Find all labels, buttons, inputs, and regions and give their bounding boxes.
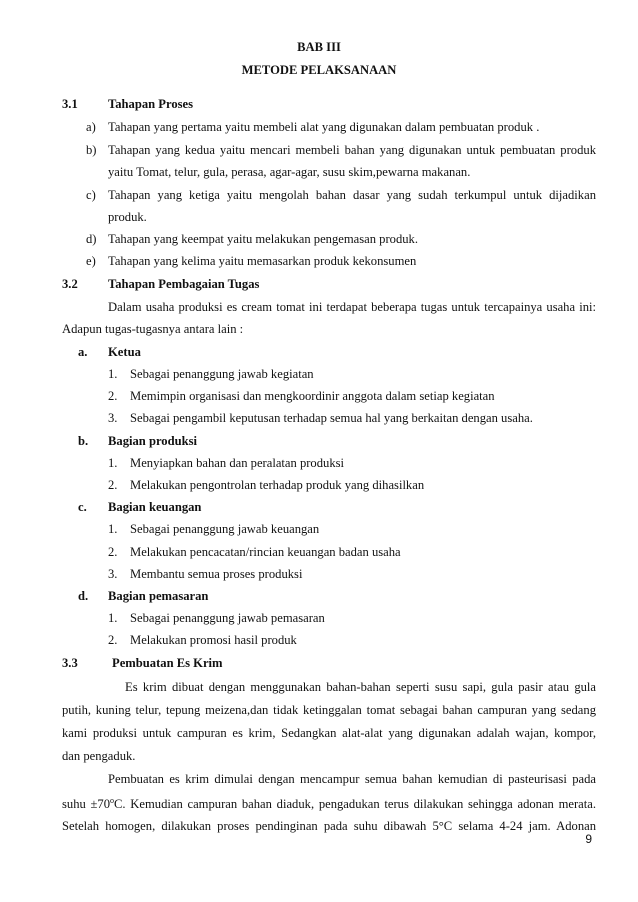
paragraph: Adapun tugas-tugasnya antara lain : bbox=[62, 322, 244, 336]
section-3-2-number: 3.2 bbox=[62, 277, 78, 291]
paragraph: Dalam usaha produksi es cream tomat ini terdapat beberapa tugas untuk tercapainya usaha ini: bbox=[108, 300, 596, 314]
duty-number: 3. bbox=[108, 411, 118, 425]
section-3-3-title: Pembuatan Es Krim bbox=[112, 656, 223, 670]
degree-superscript: o bbox=[110, 796, 115, 805]
chapter-title: METODE PELAKSANAAN bbox=[241, 63, 397, 77]
duty-item: Memimpin organisasi dan mengkoordinir anggota dalam setiap kegiatan bbox=[130, 389, 495, 403]
section-3-1-title: Tahapan Proses bbox=[108, 97, 194, 111]
duty-number: 1. bbox=[108, 522, 118, 536]
list-marker: c) bbox=[86, 188, 96, 202]
chapter-heading: BAB III bbox=[297, 40, 341, 54]
section-3-2-title: Tahapan Pembagaian Tugas bbox=[108, 277, 260, 291]
paragraph-line: Setelah homogen, dilakukan proses pendinginan pada suhu dibawah 5°C selama 4-24 jam. Adonan bbox=[62, 819, 596, 833]
list-item: Tahapan yang keempat yaitu melakukan pengemasan produk. bbox=[108, 232, 419, 246]
paragraph-line: dan pengaduk. bbox=[62, 749, 136, 763]
duty-number: 3. bbox=[108, 567, 118, 581]
list-item: Tahapan yang kedua yaitu mencari membeli bahan yang digunakan untuk pembuatan produk bbox=[108, 143, 596, 157]
section-3-1-number: 3.1 bbox=[62, 97, 78, 111]
duty-number: 1. bbox=[108, 456, 118, 470]
list-marker: e) bbox=[86, 254, 96, 268]
paragraph-line: Es krim dibuat dengan menggunakan bahan-bahan seperti susu sapi, gula pasir atau gula bbox=[125, 680, 596, 694]
temperature-rest: C. Kemudian campuran bahan diaduk, pengadukan terus dilakukan sehingga adonan merata. bbox=[114, 797, 596, 812]
role-name: Bagian pemasaran bbox=[108, 589, 209, 603]
role-marker: d. bbox=[78, 589, 89, 603]
list-marker: d) bbox=[86, 232, 97, 246]
duty-item: Melakukan pengontrolan terhadap produk yang dihasilkan bbox=[130, 478, 425, 492]
role-name: Bagian produksi bbox=[108, 434, 198, 448]
duty-item: Sebagai penanggung jawab pemasaran bbox=[130, 611, 325, 625]
duty-item: Sebagai penanggung jawab kegiatan bbox=[130, 367, 314, 381]
duty-number: 2. bbox=[108, 545, 118, 559]
paragraph-line: putih, kuning telur, tepung meizena,dan tidak ketinggalan tomat sebagai bahan campuran yang sedang bbox=[62, 703, 596, 717]
duty-item: Membantu semua proses produksi bbox=[130, 567, 303, 581]
paragraph-line: kami produksi untuk campuran es krim, Sedangkan alat-alat yang digunakan adalah wajan, kompor, bbox=[62, 726, 596, 740]
role-marker: a. bbox=[78, 345, 88, 359]
duty-item: Melakukan pencacatan/rincian keuangan badan usaha bbox=[130, 545, 401, 559]
duty-item: Sebagai penanggung jawab keuangan bbox=[130, 522, 320, 536]
list-item: Tahapan yang pertama yaitu membeli alat yang digunakan dalam pembuatan produk . bbox=[108, 120, 540, 134]
duty-item: Sebagai pengambil keputusan terhadap semua hal yang berkaitan dengan usaha. bbox=[130, 411, 533, 425]
list-item-continuation: produk. bbox=[108, 210, 147, 224]
duty-item: Menyiapkan bahan dan peralatan produksi bbox=[130, 456, 345, 470]
list-marker: a) bbox=[86, 120, 96, 134]
role-name: Bagian keuangan bbox=[108, 500, 202, 514]
page-number: 9 bbox=[585, 832, 592, 846]
role-marker: b. bbox=[78, 434, 89, 448]
duty-item: Melakukan promosi hasil produk bbox=[130, 633, 297, 647]
temperature-prefix: suhu ±70 bbox=[62, 797, 111, 812]
duty-number: 2. bbox=[108, 389, 118, 403]
duty-number: 2. bbox=[108, 633, 118, 647]
paragraph-line bbox=[62, 796, 596, 812]
paragraph-line: Pembuatan es krim dimulai dengan mencampur semua bahan kemudian di pasteurisasi pada bbox=[108, 772, 596, 786]
list-marker: b) bbox=[86, 143, 97, 157]
duty-number: 1. bbox=[108, 367, 118, 381]
list-item: Tahapan yang ketiga yaitu mengolah bahan dasar yang sudah terkumpul untuk dijadikan bbox=[108, 188, 596, 202]
duty-number: 2. bbox=[108, 478, 118, 492]
list-item: Tahapan yang kelima yaitu memasarkan produk kekonsumen bbox=[108, 254, 417, 268]
role-name: Ketua bbox=[108, 345, 141, 359]
duty-number: 1. bbox=[108, 611, 118, 625]
section-3-3-number: 3.3 bbox=[62, 656, 78, 670]
list-item-continuation: yaitu Tomat, telur, gula, perasa, agar-agar, susu skim,pewarna makanan. bbox=[108, 165, 471, 179]
role-marker: c. bbox=[78, 500, 87, 514]
